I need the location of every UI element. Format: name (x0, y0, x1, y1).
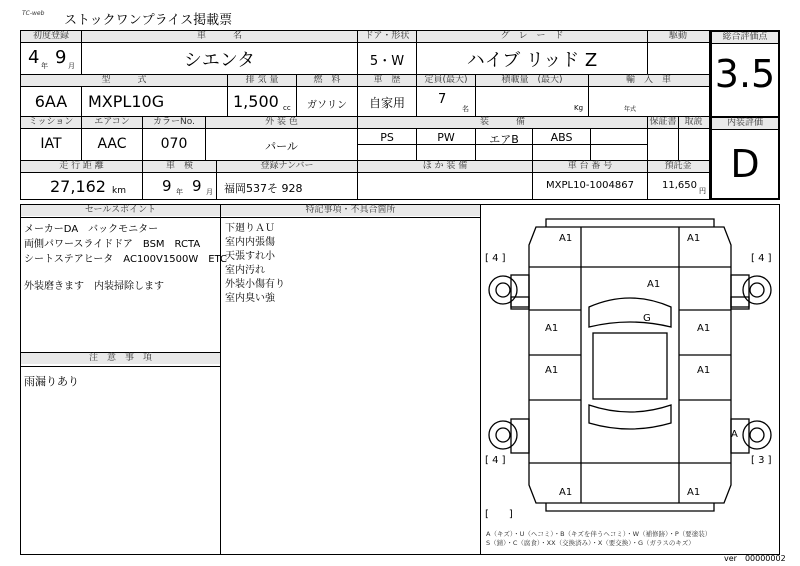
grade-value: ハイブ リッド Z (466, 50, 598, 71)
page-title: ストックワンプライス掲載票 (64, 13, 233, 28)
hdr-mileage: 走 行 距 離 (21, 161, 142, 172)
remark-item: 室内汚れ (225, 265, 265, 276)
displacement-value: 1,500 (233, 92, 279, 111)
reg-month-unit: 月 (68, 62, 75, 70)
hdr-car-name: 車 名 (82, 31, 357, 42)
overall-score-value: 3.5 (714, 52, 776, 96)
corner-label-tl: [ 4 ] (485, 253, 506, 264)
reg-year-unit: 年 (41, 62, 48, 70)
damage-mark: A1 (545, 365, 559, 376)
hdr-door: ドア・形状 (358, 31, 416, 42)
hdr-manual: 取説 (679, 117, 708, 128)
mileage-value: 27,162 (50, 177, 106, 196)
equip-abs: ABS (550, 131, 573, 144)
hdr-displacement: 排 気 量 (228, 75, 296, 86)
fuel-value: ガソリン (307, 100, 347, 111)
hdr-warranty: 保証書 (649, 117, 677, 127)
hdr-capacity: 定員(最大) (417, 75, 475, 86)
hdr-chassis: 車 台 番 号 (533, 161, 647, 172)
hdr-mission: ミッション (21, 117, 81, 128)
remark-item: 外装小傷有り (225, 279, 285, 290)
hdr-history: 車 歴 (358, 75, 416, 86)
door-value: 5・W (369, 54, 405, 69)
plate-value: 福岡537そ 928 (224, 182, 303, 195)
mileage-unit: km (112, 186, 126, 196)
damage-mark: G (643, 313, 651, 324)
hdr-equipment: 装 備 (358, 117, 647, 128)
damage-mark: A1 (559, 233, 573, 244)
sales-point-item: 両側パワースライドドア BSM RCTA (24, 239, 201, 250)
corner-label-tr: [ 4 ] (751, 253, 772, 264)
sales-point-item: シートステアヒータ AC100V1500W ETC (24, 254, 228, 265)
hdr-first-reg: 初度登録 (21, 31, 81, 42)
hdr-aircon: エアコン (82, 117, 142, 128)
hdr-import: 輸 入 車 (589, 75, 708, 86)
damage-mark: A1 (559, 487, 573, 498)
history-value: 自家用 (368, 96, 405, 110)
year-model-unit: 年式 (624, 106, 637, 113)
color-no-value: 070 (160, 136, 188, 152)
load-unit: Kg (574, 104, 584, 112)
interior-score-value: D (730, 142, 760, 186)
notes-item: 雨漏りあり (24, 375, 79, 388)
hdr-drive: 駆動 (648, 31, 708, 42)
remarks-list (225, 222, 285, 306)
model-value: MXPL10G (88, 92, 165, 111)
sales-point-item (24, 267, 227, 279)
damage-mark: A1 (687, 487, 701, 498)
hdr-other-equip: ほ か 装 備 (358, 161, 532, 172)
hdr-interior-score: 内装評価 (712, 118, 778, 129)
deposit-value: 11,650 (662, 180, 697, 191)
sales-point-item: 外装磨きます 内装掃除します (24, 281, 164, 292)
hdr-inspection: 車 検 (143, 161, 216, 172)
damage-mark: A (731, 429, 738, 440)
hdr-remarks: 特記事項・不具合箇所 (221, 205, 480, 216)
remark-item: 室内臭い強 (225, 293, 275, 304)
insp-month-unit: 月 (206, 188, 213, 196)
damage-mark: A1 (647, 279, 661, 290)
corner-label-bl: [ 4 ] (485, 455, 506, 466)
car-name-value: シエンタ (183, 50, 256, 71)
model-prefix-value: 6AA (34, 92, 68, 111)
sales-points-list (24, 222, 227, 294)
hdr-notes: 注 意 事 項 (21, 353, 220, 364)
sales-point-item: メーカーDA バックモニター (24, 224, 159, 235)
remark-item: 室内内張傷 (225, 237, 275, 248)
bottom-bracket: [ ] (485, 509, 513, 520)
hdr-deposit: 預託金 (648, 161, 708, 172)
legend-line: S（錆）・C（腐食）・XX（交換済み）・X（要交換）・G（ガラスのキズ） (486, 539, 695, 547)
insp-month: 9 (192, 177, 202, 195)
insp-year-unit: 年 (176, 188, 183, 196)
car-damage-diagram (481, 205, 779, 525)
hdr-load: 積載量 (最大) (476, 75, 588, 86)
hdr-sales-points: セールスポイント (21, 205, 220, 216)
equip-pw: PW (437, 131, 455, 144)
reg-year: 4 (28, 47, 40, 68)
damage-mark: A1 (697, 323, 711, 334)
version-label: ver 00000002 (724, 554, 786, 563)
mission-value: IAT (40, 136, 62, 152)
chassis-value: MXPL10-1004867 (546, 180, 634, 191)
hdr-model: 型 式 (21, 75, 227, 86)
aircon-value: AAC (97, 136, 127, 152)
deposit-unit: 円 (699, 187, 706, 195)
damage-mark: A1 (697, 365, 711, 376)
displacement-unit: cc (283, 104, 291, 112)
hdr-plate: 登録ナンバー (217, 161, 357, 172)
hdr-ext-color: 外 装 色 (206, 117, 357, 128)
hdr-overall-score: 総合評価点 (712, 32, 778, 43)
legend-line: A（キズ）・U（ヘコミ）・B（キズを伴うヘコミ）・W（補修跡）・P（要塗装） (486, 530, 712, 538)
remark-item: 下廻りＡＵ (225, 223, 275, 234)
hdr-grade: グ レ ー ド (417, 31, 647, 42)
damage-mark: A1 (687, 233, 701, 244)
capacity-unit: 名 (462, 105, 469, 113)
capacity-value: 7 (438, 92, 447, 107)
remark-item: 天張すれ小 (225, 251, 275, 262)
corner-label-br: [ 3 ] (751, 455, 772, 466)
first-reg-value (22, 45, 80, 73)
logo: TC-web (22, 10, 45, 17)
damage-legend (486, 530, 711, 548)
hdr-fuel: 燃 料 (297, 75, 357, 86)
equip-ps: PS (380, 131, 394, 144)
damage-mark: A1 (545, 323, 559, 334)
insp-year: 9 (162, 177, 172, 195)
ext-color-value: パール (265, 140, 298, 153)
equip-airbag: エアB (489, 133, 519, 146)
hdr-color-no: カラーNo. (143, 117, 205, 128)
reg-month: 9 (55, 47, 67, 68)
